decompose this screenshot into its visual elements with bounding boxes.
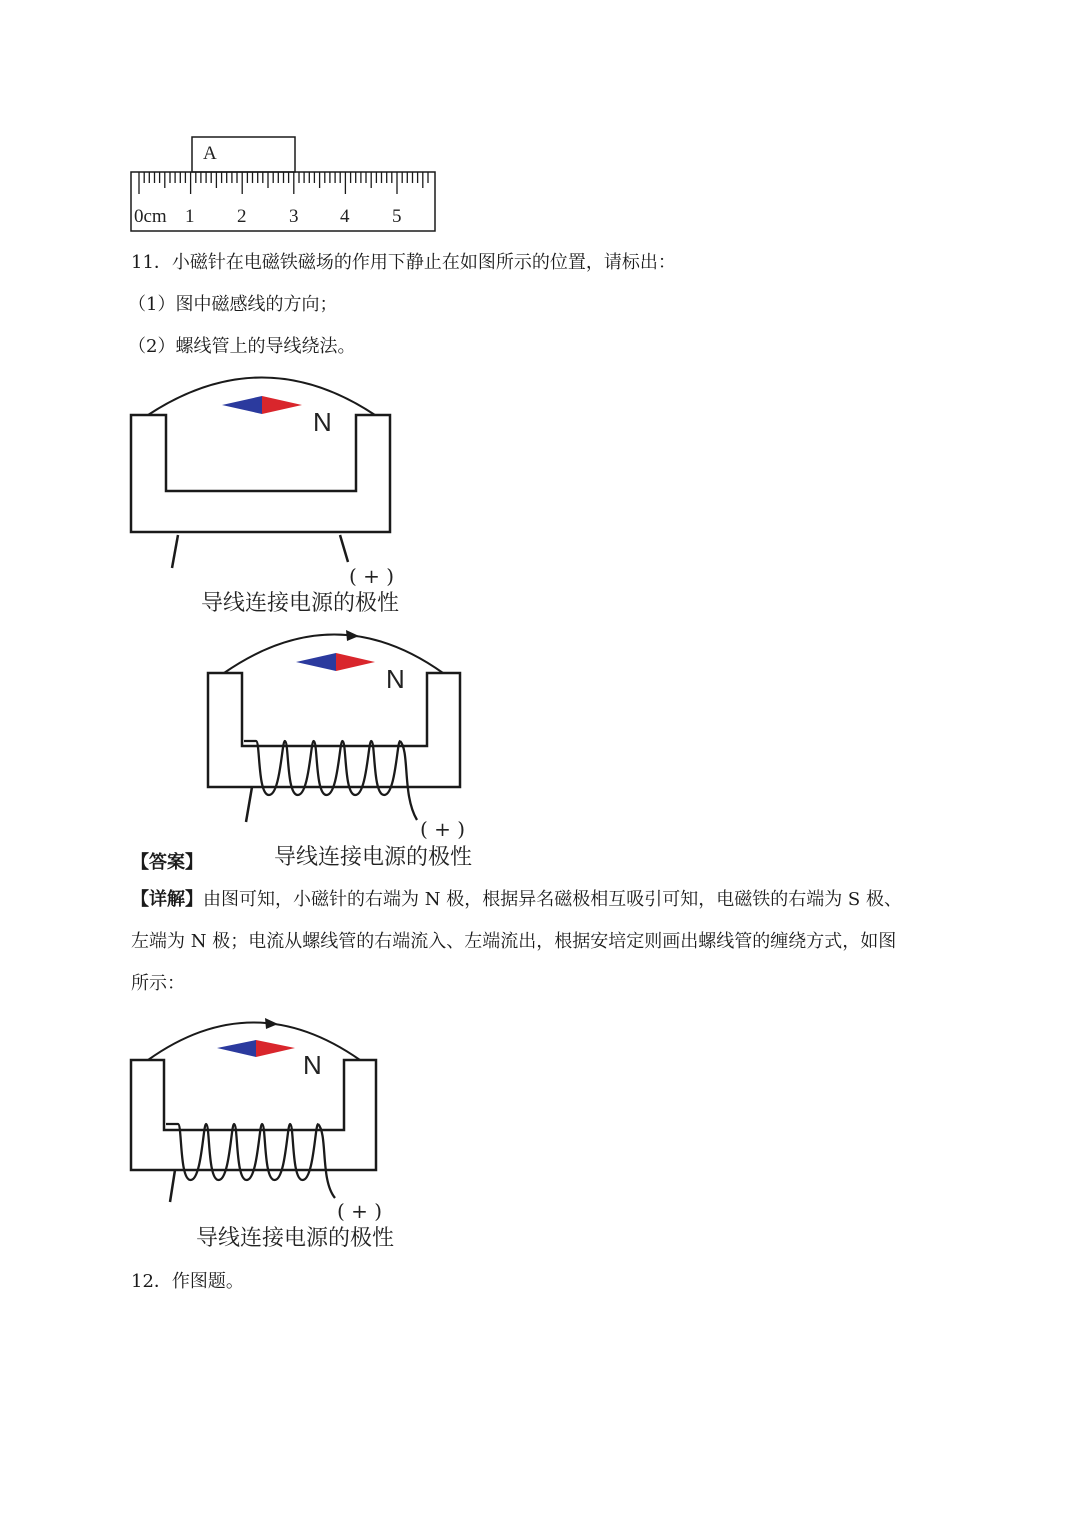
figure-caption: 导线连接电源的极性 — [196, 1226, 395, 1251]
n-pole-label: N — [303, 1050, 322, 1080]
ruler-tick-1: 1 — [185, 206, 195, 227]
block-a-label: A — [203, 143, 217, 164]
needle-blue-half — [217, 1040, 256, 1057]
explanation-text-1: 由图可知，小磁针的右端为 N 极，根据异名磁极相互吸引可知，电磁铁的右端为 S 极、 — [203, 889, 902, 910]
q11-sub1: （1）图中磁感线的方向； — [128, 294, 338, 315]
ruler-tick-4: 4 — [340, 206, 350, 227]
u-core — [131, 1060, 376, 1170]
figure-caption: 导线连接电源的极性 — [274, 845, 473, 870]
n-pole-label: N — [313, 407, 332, 437]
plus-terminal-label: ( + ) — [420, 817, 466, 841]
explanation-line-2: 左端为 N 极；电流从螺线管的右端流入、左端流出，根据安培定则画出螺线管的缠绕方式，如图 — [131, 931, 897, 952]
explanation-heading: 【详解】 — [131, 889, 203, 910]
ruler-tick-5: 5 — [392, 206, 402, 227]
explanation-line-3: 所示： — [131, 973, 185, 994]
figure-caption: 导线连接电源的极性 — [201, 591, 400, 616]
answer-heading-text: 【答案】 — [131, 852, 203, 873]
ruler-tick-2: 2 — [237, 206, 247, 227]
ruler-unit-label: 0cm — [134, 206, 167, 227]
q12-stem: 12．作图题。 — [131, 1271, 244, 1292]
plus-terminal-label: ( + ) — [349, 564, 395, 588]
n-pole-label: N — [386, 664, 405, 694]
q11-sub2: （2）螺线管上的导线绕法。 — [128, 336, 356, 357]
left-wire — [170, 1170, 175, 1202]
field-direction-arrow — [265, 1018, 278, 1029]
ruler-tick-3: 3 — [289, 206, 299, 227]
q11-stem: 11．小磁针在电磁铁磁场的作用下静止在如图所示的位置，请标出： — [131, 252, 676, 273]
needle-red-half — [256, 1040, 295, 1057]
plus-terminal-label: ( + ) — [337, 1199, 383, 1223]
